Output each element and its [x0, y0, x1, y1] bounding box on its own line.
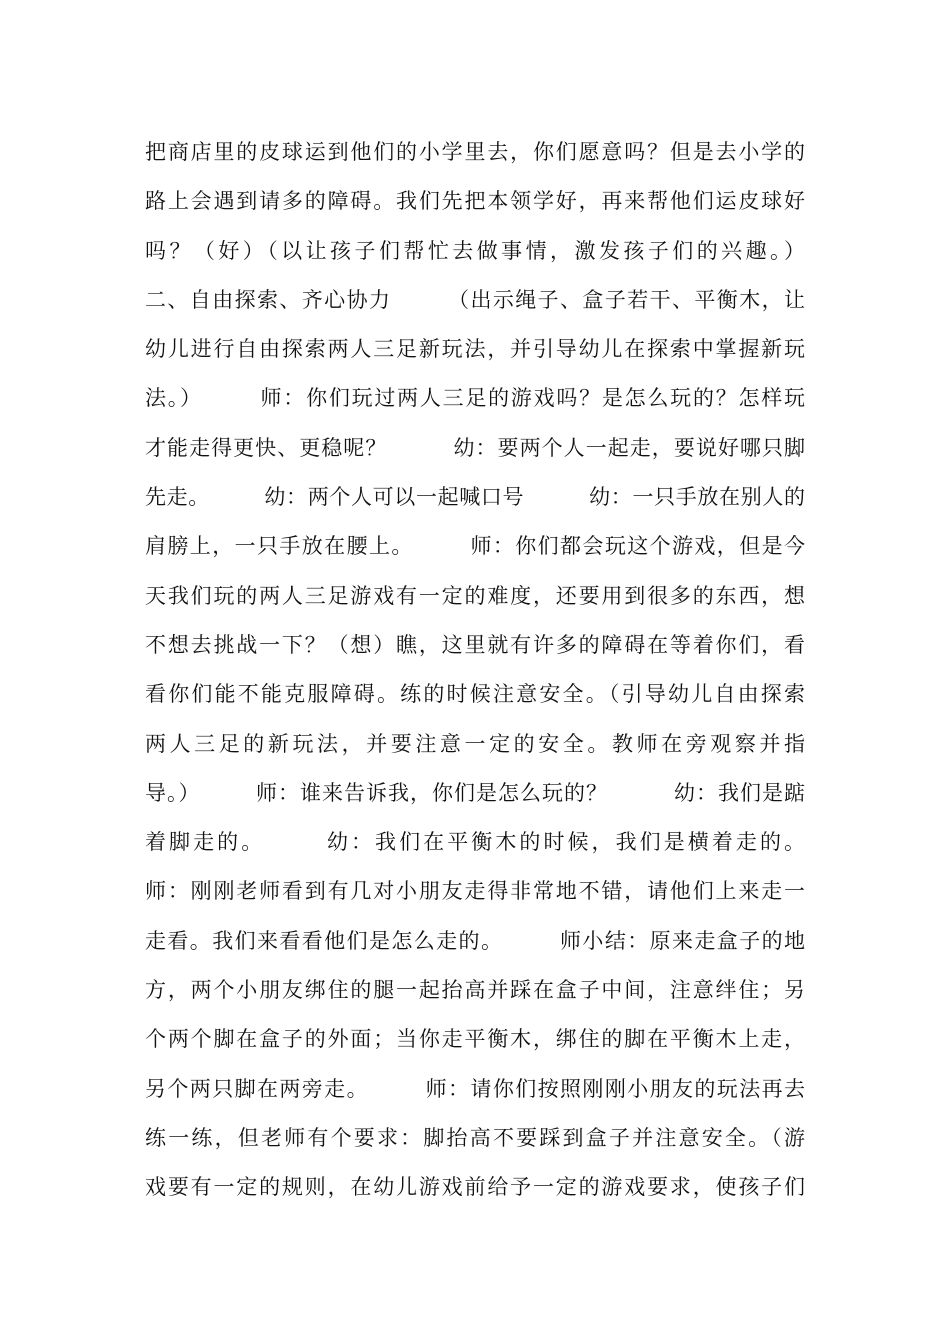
text-line: 两人三足的新玩法，并要注意一定的安全。教师在旁观察并指: [145, 731, 805, 756]
text-line: 练一练，但老师有个要求：脚抬高不要踩到盒子并注意安全。（游: [145, 1125, 805, 1150]
text-line: 导。） 师：谁来告诉我，你们是怎么玩的？ 幼：我们是踮: [145, 780, 805, 805]
text-line: 路上会遇到请多的障碍。我们先把本领学好，再来帮他们运皮球好: [145, 189, 805, 214]
text-line: 看你们能不能克服障碍。练的时候注意安全。（引导幼儿自由探索: [145, 682, 805, 707]
text-line: 个两个脚在盒子的外面；当你走平衡木，绑住的脚在平衡木上走，: [145, 1027, 805, 1052]
text-line: 肩膀上，一只手放在腰上。 师：你们都会玩这个游戏，但是今: [145, 534, 805, 559]
text-line: 先走。 幼：两个人可以一起喊口号 幼：一只手放在别人的: [145, 485, 805, 510]
body-text: [145, 132, 805, 1217]
text-line: 二、自由探索、齐心协力 （出示绳子、盒子若干、平衡木，让: [145, 287, 805, 312]
text-line: 着脚走的。 幼：我们在平衡木的时候，我们是横着走的。: [145, 830, 805, 855]
text-line: 吗？（好）（以让孩子们帮忙去做事情，激发孩子们的兴趣。）: [145, 238, 805, 263]
text-line: 幼儿进行自由探索两人三足新玩法，并引导幼儿在探索中掌握新玩: [145, 337, 805, 362]
text-line: 把商店里的皮球运到他们的小学里去，你们愿意吗？但是去小学的: [145, 140, 805, 164]
text-line: 法。） 师：你们玩过两人三足的游戏吗？是怎么玩的？怎样玩: [145, 386, 805, 411]
text-line: 师：刚刚老师看到有几对小朋友走得非常地不错，请他们上来走一: [145, 879, 805, 904]
text-line: 天我们玩的两人三足游戏有一定的难度，还要用到很多的东西，想: [145, 583, 805, 608]
text-line: 方，两个小朋友绑住的腿一起抬高并踩在盒子中间，注意绊住；另: [145, 978, 805, 1003]
text-line: 走看。我们来看看他们是怎么走的。 师小结：原来走盒子的地: [145, 928, 805, 953]
text-line: 才能走得更快、更稳呢？ 幼：要两个人一起走，要说好哪只脚: [145, 435, 805, 460]
text-line: 戏要有一定的规则，在幼儿游戏前给予一定的游戏要求，使孩子们: [145, 1175, 805, 1200]
text-line: 另个两只脚在两旁走。 师：请你们按照刚刚小朋友的玩法再去: [145, 1076, 805, 1101]
text-line: 不想去挑战一下？（想）瞧，这里就有许多的障碍在等着你们，看: [145, 632, 805, 657]
